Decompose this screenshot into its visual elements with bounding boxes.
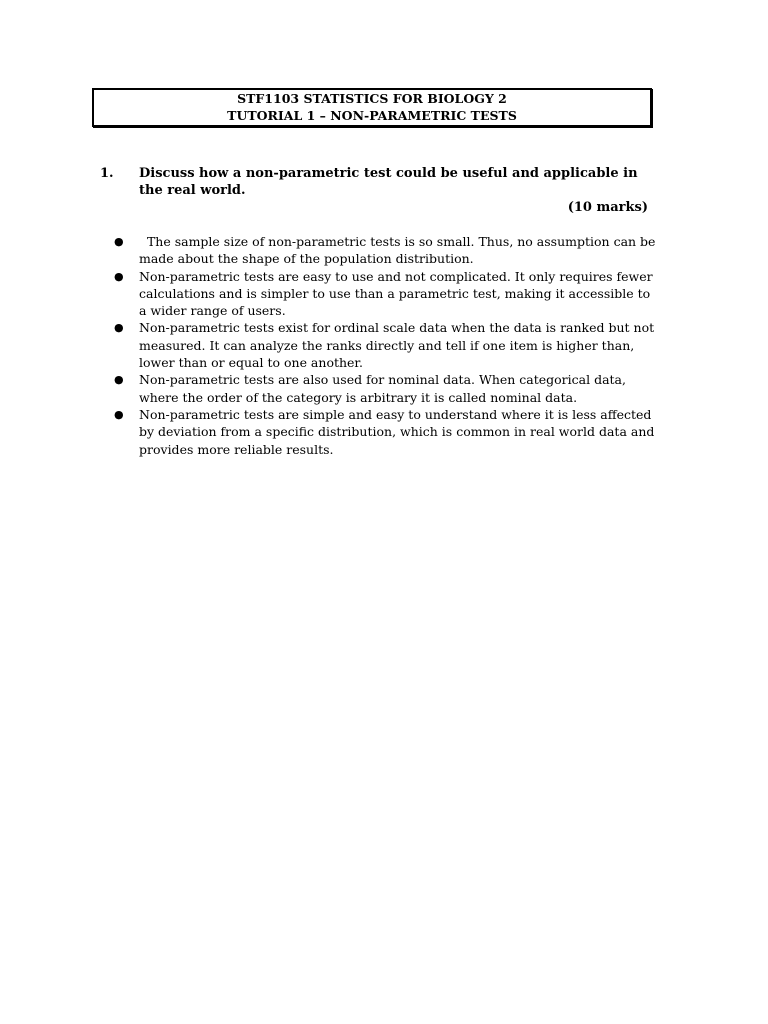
bullet-icon: ●: [114, 235, 124, 248]
answer-text: Non-parametric tests are easy to use and not complicated. It only requires fewer calculations and is simpler to use than a parametric test, making it accessible to a wider range of users.: [139, 268, 653, 319]
bullet-icon: ●: [114, 373, 124, 387]
list-item: [112, 406, 657, 458]
list-item: [112, 268, 657, 320]
course-title: STF1103 STATISTICS FOR BIOLOGY 2: [237, 91, 507, 106]
answer-list: [112, 233, 660, 458]
list-item: [112, 319, 657, 371]
bullet-icon: ●: [114, 269, 124, 283]
list-item: [112, 233, 660, 268]
tutorial-title: TUTORIAL 1 – NON-PARAMETRIC TESTS: [227, 108, 517, 123]
answer-text: The sample size of non-parametric tests is so small. Thus, no assumption can be made about the shape of the population distribution.: [139, 234, 660, 267]
question-marks: (10 marks): [567, 200, 648, 215]
answer-text: Non-parametric tests are also used for nominal data. When categorical data, where the order of the category is arbitrary it is called nominal data.: [139, 372, 626, 405]
bullet-icon: ●: [114, 407, 124, 421]
answer-text: Non-parametric tests are simple and easy to understand where it is less affected by deviation from a specific distribution, which is common in real world data and provides more reliable results.: [139, 406, 655, 457]
list-item: [112, 371, 657, 406]
bullet-icon: ●: [114, 321, 124, 335]
answer-text: Non-parametric tests exist for ordinal scale data when the data is ranked but not measured. It can analyze the ranks directly and tell if one item is higher than, lower than or equal to one another.: [139, 320, 655, 371]
question-number: 1.: [100, 166, 114, 181]
title-box: [92, 88, 652, 127]
question-text: Discuss how a non-parametric test could be useful and applicable in the real world.: [139, 166, 638, 198]
